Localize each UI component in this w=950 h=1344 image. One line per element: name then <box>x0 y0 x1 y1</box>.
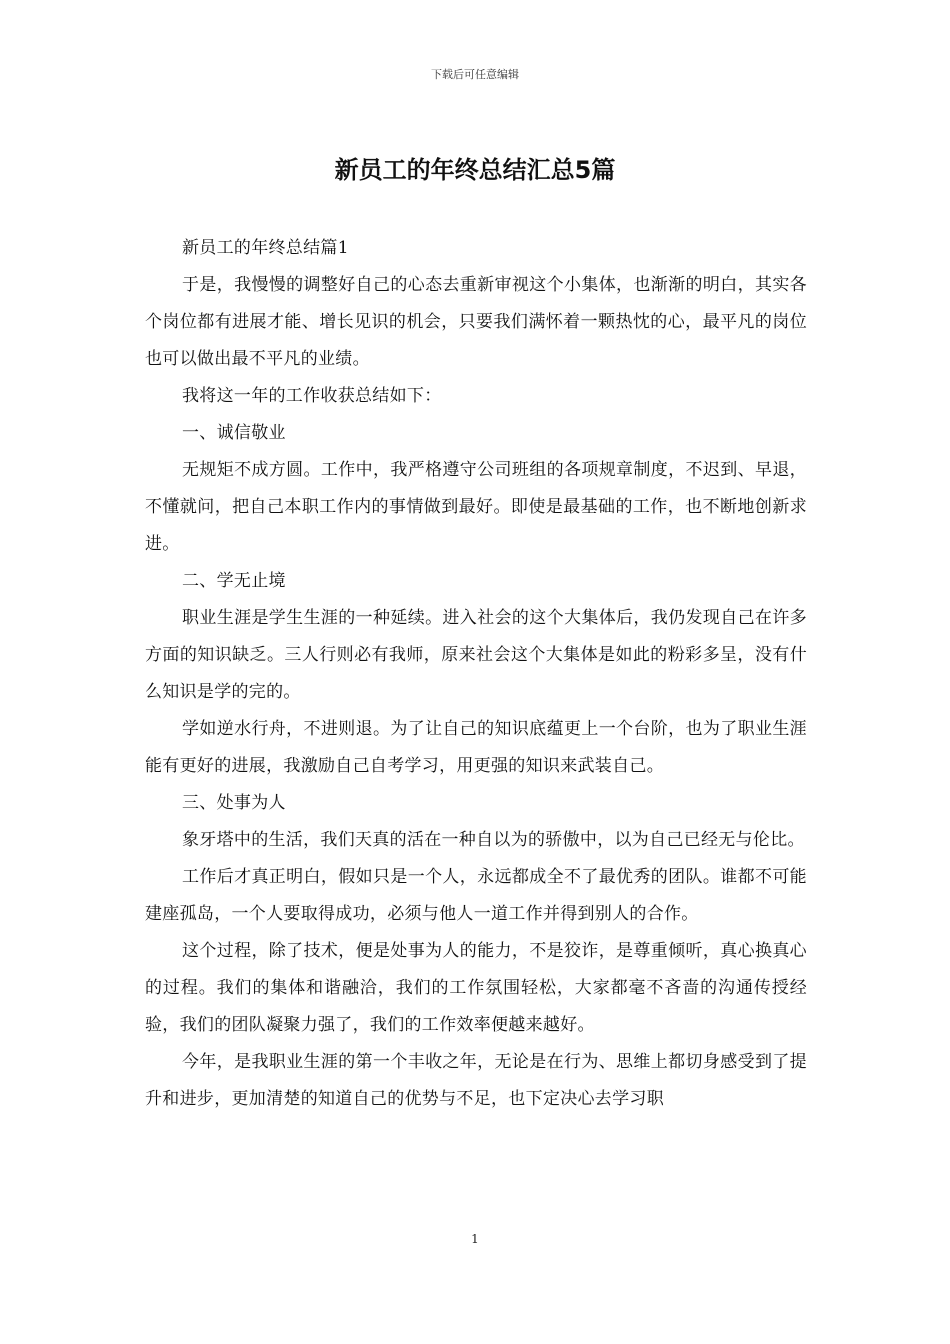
body-paragraph: 工作后才真正明白，假如只是一个人，永远都成全不了最优秀的团队。谁都不可能建座孤岛，一个人要取得成功，必须与他人一道工作并得到别人的合作。 <box>145 867 807 924</box>
subsection-heading: 一、诚信敬业 <box>182 423 286 443</box>
body-paragraph: 无规矩不成方圆。工作中，我严格遵守公司班组的各项规章制度，不迟到、早退，不懂就问，把自己本职工作内的事情做到最好。即使是最基础的工作，也不断地创新求进。 <box>145 460 807 554</box>
body-paragraph: 我将这一年的工作收获总结如下： <box>182 386 442 406</box>
body-paragraph: 学如逆水行舟，不进则退。为了让自己的知识底蕴更上一个台阶，也为了职业生涯能有更好的进展，我激励自己自考学习，用更强的知识来武装自己。 <box>145 719 807 776</box>
body-paragraph: 于是，我慢慢的调整好自己的心态去重新审视这个小集体，也渐渐的明白，其实各个岗位都有进展才能、增长见识的机会，只要我们满怀着一颗热忱的心，最平凡的岗位也可以做出最不平凡的业绩。 <box>145 275 807 369</box>
body-paragraph: 象牙塔中的生活，我们天真的活在一种自以为的骄傲中，以为自己已经无与伦比。 <box>182 830 805 850</box>
section-heading: 新员工的年终总结篇1 <box>182 238 349 258</box>
subsection-heading: 二、学无止境 <box>182 571 286 591</box>
document-title: 新员工的年终总结汇总5篇 <box>334 156 616 184</box>
subsection-heading: 三、处事为人 <box>182 793 286 813</box>
document-body <box>145 230 807 1118</box>
body-paragraph: 今年，是我职业生涯的第一个丰收之年，无论是在行为、思维上都切身感受到了提升和进步，更加清楚的知道自己的优势与不足，也下定决心去学习职 <box>145 1052 807 1109</box>
body-paragraph: 这个过程，除了技术，便是处事为人的能力，不是狡诈，是尊重倾听，真心换真心的过程。我们的集体和谐融洽，我们的工作氛围轻松，大家都毫不吝啬的沟通传授经验，我们的团队凝聚力强了，我们的工作效率便越来越好。 <box>145 941 807 1035</box>
body-paragraph: 职业生涯是学生生涯的一种延续。进入社会的这个大集体后，我仍发现自己在许多方面的知识缺乏。三人行则必有我师，原来社会这个大集体是如此的粉彩多呈，没有什么知识是学的完的。 <box>145 608 807 702</box>
header-note: 下载后可任意编辑 <box>431 68 519 81</box>
page-number: 1 <box>471 1232 479 1246</box>
